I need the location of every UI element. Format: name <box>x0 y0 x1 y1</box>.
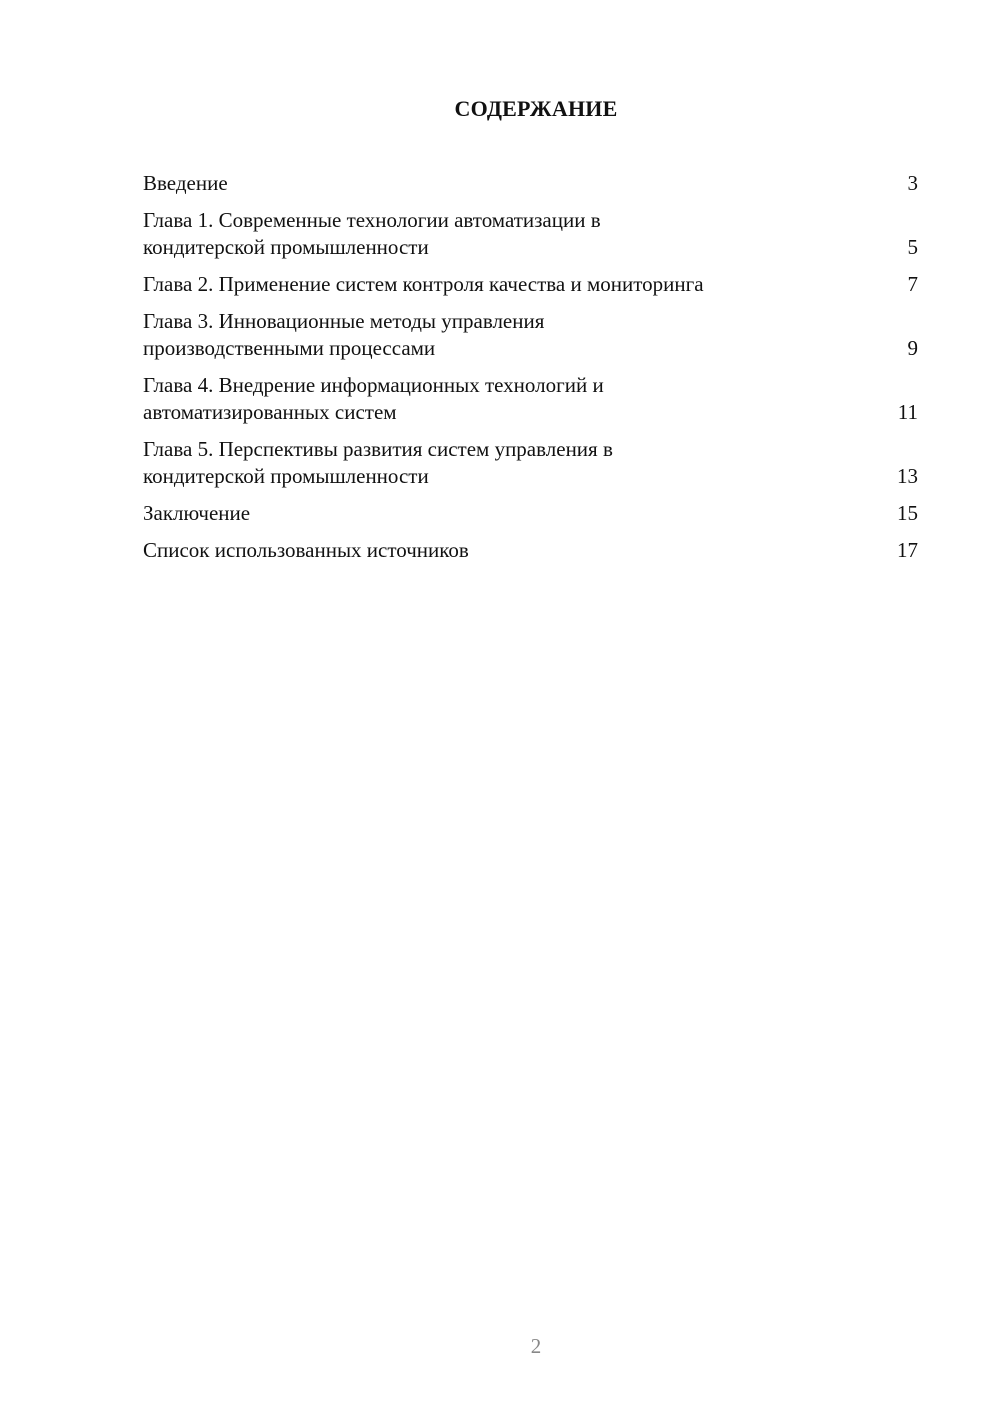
toc-line: автоматизированных систем <box>143 400 397 424</box>
toc-line: Глава 5. Перспективы развития систем управления в <box>143 437 613 461</box>
toc-line: Список использованных источников <box>143 538 469 562</box>
table-of-contents <box>143 170 918 574</box>
toc-item-chapter-2[interactable] <box>143 271 918 298</box>
toc-line: Глава 2. Применение систем контроля качества и мониторинга <box>143 272 704 296</box>
toc-item-text <box>143 207 601 261</box>
toc-item-chapter-3[interactable] <box>143 308 918 362</box>
toc-line: производственными процессами <box>143 336 436 360</box>
toc-page-number: 3 <box>907 171 918 195</box>
toc-item-text <box>143 271 704 298</box>
toc-item-chapter-5[interactable] <box>143 436 918 490</box>
toc-page-number: 9 <box>907 336 918 360</box>
toc-item-text <box>143 372 604 426</box>
toc-item-chapter-4[interactable] <box>143 372 918 426</box>
toc-page-number: 15 <box>897 501 918 525</box>
toc-item-text <box>143 500 250 527</box>
toc-page-number: 11 <box>897 400 918 424</box>
page-title: СОДЕРЖАНИЕ <box>454 96 618 121</box>
toc-line: Глава 1. Современные технологии автоматизации в <box>143 208 601 232</box>
toc-item-chapter-1[interactable] <box>143 207 918 261</box>
toc-page-number: 7 <box>907 272 918 296</box>
toc-line: Введение <box>143 171 228 195</box>
toc-line: Глава 3. Инновационные методы управления <box>143 309 545 333</box>
toc-item-text <box>143 537 469 564</box>
page-footer-number: 2 <box>530 1334 542 1358</box>
toc-item-conclusion[interactable] <box>143 500 918 527</box>
toc-page-number: 5 <box>907 235 918 259</box>
toc-page-number: 17 <box>897 538 918 562</box>
toc-item-text <box>143 436 613 490</box>
toc-line: кондитерской промышленности <box>143 464 429 488</box>
toc-line: кондитерской промышленности <box>143 235 429 259</box>
toc-item-introduction[interactable] <box>143 170 918 197</box>
toc-item-references[interactable] <box>143 537 918 564</box>
toc-line: Глава 4. Внедрение информационных технологий и <box>143 373 604 397</box>
toc-item-text <box>143 308 544 362</box>
toc-page-number: 13 <box>897 464 918 488</box>
toc-item-text <box>143 170 228 197</box>
toc-line: Заключение <box>143 501 251 525</box>
